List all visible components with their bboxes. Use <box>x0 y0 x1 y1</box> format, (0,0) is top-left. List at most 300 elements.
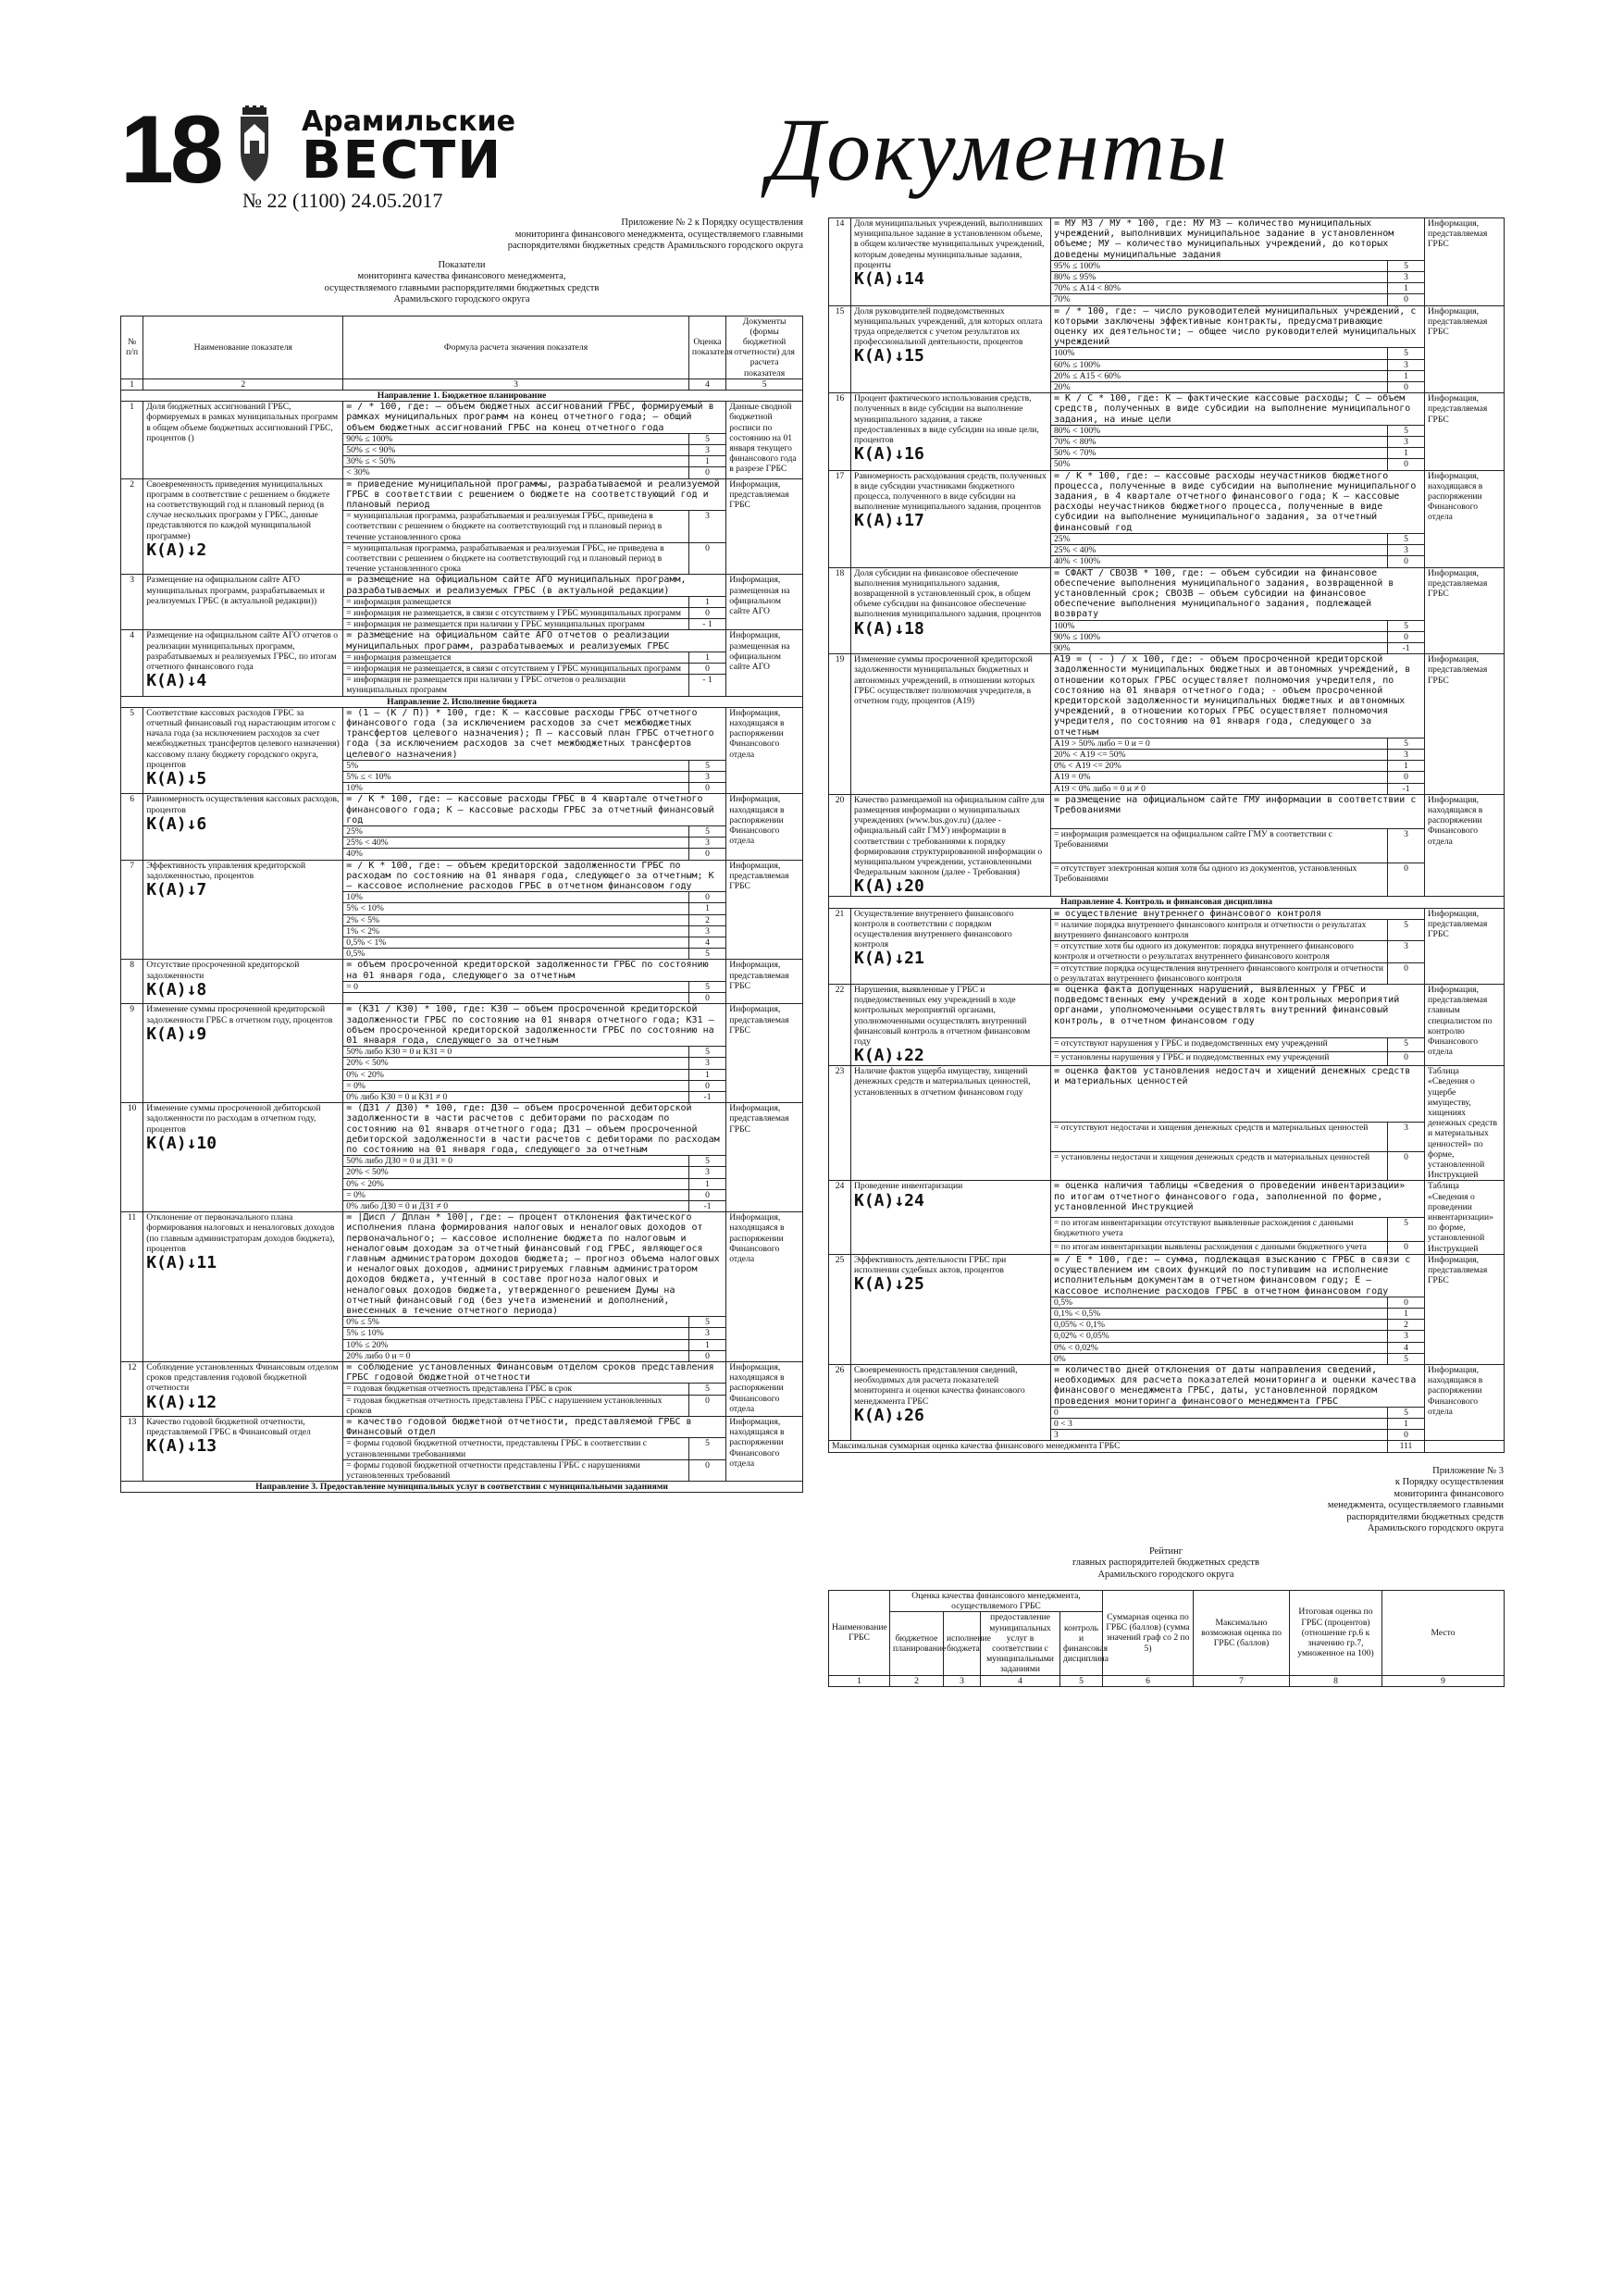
indicator-formula: = оценка факта допущенных нарушений, выявленных у ГРБС и подведомственных ему учреждений в ходе контрольных мероприятий органами, уполномоченными осуществлять внутренний финансовый контроль, в отчетном финансовом году <box>1051 985 1425 1038</box>
score-condition: 25% <box>343 826 689 838</box>
indicator-docs: Информация, находящаяся в распоряжении Финансового отдела <box>1425 794 1505 897</box>
score-condition: = информация размещается на официальном сайте ГМУ в соответствии с Требованиями <box>1051 828 1388 863</box>
score-condition: А19 = 0% <box>1051 772 1388 783</box>
score-condition: 70% < 80% <box>1051 437 1388 448</box>
indicator-name: Равномерность осуществления кассовых расходов, процентов К(А)↓6 <box>143 794 343 860</box>
table-row: 14 Доля муниципальных учреждений, выполнивших муниципальное задание в установленном объеме, в общем количестве муниципальных учреждений, которым доведены муниципальные задания, проценты К(А)↓14 = МУ МЗ / МУ * 100, где: МУ МЗ – количество муниципальных учреждений, выполнивших муниципальное задание в установленном объеме; МУ – количество муниципальных учреждений, до которых доведены муниципальные задания Информация, представляемая ГРБС <box>829 218 1505 261</box>
masthead <box>120 96 1536 217</box>
score-value: 5 <box>1388 919 1425 940</box>
score-condition: = 0% <box>343 1080 689 1091</box>
score-value: -1 <box>1388 642 1425 653</box>
indicator-symbol: К(А)↓2 <box>146 540 207 560</box>
score-condition: 80% < 100% <box>1051 425 1388 436</box>
indicator-docs: Информация, находящаяся в распоряжении Финансового отдела <box>726 1417 803 1482</box>
indicator-docs: Информация, находящаяся в распоряжении Финансового отдела <box>726 1362 803 1417</box>
indicator-formula: = / Е * 100, где: – сумма, подлежащая взысканию с ГРБС в связи с осуществлением им своих функций по поступившим на исполнение исполнительным документам в отчетном финансовом году; Е – кассовое исполнение расходов ГРБС в отчетном финансовом году <box>1051 1254 1425 1297</box>
crest-icon <box>239 105 270 185</box>
indicator-docs: Информация, находящаяся в распоряжении Финансового отдела <box>1425 470 1505 567</box>
appendix3-title: Рейтинг главных распорядителей бюджетных средств Арамильского городского округа <box>1072 1545 1259 1580</box>
indicator-symbol: К(А)↓14 <box>854 269 924 290</box>
score-value: 0 <box>688 849 725 860</box>
score-value: 0 <box>688 993 725 1004</box>
score-value: 5 <box>688 1156 725 1167</box>
score-condition: 0% < 0,02% <box>1051 1342 1388 1353</box>
score-value: 5 <box>1388 1217 1425 1241</box>
score-condition: 5% <box>343 760 689 771</box>
score-value: 0 <box>688 1350 725 1361</box>
indicator-symbol: К(А)↓20 <box>854 876 924 897</box>
appendix3-note: Приложение № 3 к Порядку осуществления мониторинга финансового менеджмента, осуществляемого главными распорядителями бюджетных средств Арамильского городского округа <box>1327 1465 1504 1534</box>
score-condition: 10% <box>343 892 689 903</box>
score-value: 0 <box>1388 382 1425 393</box>
score-condition: = информация размещается <box>343 596 689 607</box>
score-value: 0 <box>1388 772 1425 783</box>
table-row: 26 Своевременность представления сведений, необходимых для расчета показателей мониторинга и оценки качества финансового менеджмента ГРБС К(А)↓26 = количество дней отклонения от даты направления сведений, необходимых для расчета показателей мониторинга и оценки качества финансового менеджмента ГРБС, даты, установленной порядком проведения мониторинга финансового менеджмента ГРБС Информация, находящаяся в распоряжении Финансового отдела <box>829 1364 1505 1407</box>
score-condition: 0 < 3 <box>1051 1418 1388 1429</box>
indicator-docs: Информация, представляемая ГРБС <box>1425 1254 1505 1364</box>
indicator-name: Доля субсидии на финансовое обеспечение выполнения муниципального задания, возвращенной в установленный срок, в общем объеме субсидии на финансовое обеспечение выполнения муниципального задания, процентов К(А)↓18 <box>851 567 1051 654</box>
indicator-symbol: К(А)↓26 <box>854 1405 924 1425</box>
score-value: 1 <box>688 652 725 663</box>
score-value: -1 <box>688 1091 725 1102</box>
table-row: 25 Эффективность деятельности ГРБС при исполнении судебных актов, процентов К(А)↓25 = / Е * 100, где: – сумма, подлежащая взысканию с ГРБС в связи с осуществлением им своих функций по поступившим на исполнение исполнительным документам в отчетном финансовом году; Е – кассовое исполнение расходов ГРБС в отчетном финансовом году Информация, представляемая ГРБС <box>829 1254 1505 1297</box>
score-value: 3 <box>1388 828 1425 863</box>
score-condition: 25% < 40% <box>1051 545 1388 556</box>
indicator-docs: Информация, представляемая ГРБС <box>1425 305 1505 393</box>
score-value: 1 <box>1388 448 1425 459</box>
score-condition: 40% < 100% <box>1051 556 1388 567</box>
indicator-docs: Информация, находящаяся в распоряжении Финансового отдела <box>726 794 803 860</box>
score-condition: 3 <box>1051 1430 1388 1441</box>
score-value: 1 <box>1388 1308 1425 1319</box>
indicator-formula: = объем просроченной кредиторской задолженности ГРБС по состоянию на 01 января года, следующего за отчетным <box>343 960 726 981</box>
indicator-symbol: К(А)↓18 <box>854 618 924 639</box>
indicator-name: Осуществление внутреннего финансового контроля в соответствии с порядком осуществления внутреннего финансового контроля К(А)↓21 <box>851 908 1051 984</box>
score-value: 1 <box>1388 283 1425 294</box>
indicator-symbol: К(А)↓8 <box>146 979 207 999</box>
score-value: 3 <box>1388 359 1425 370</box>
score-condition: = по итогам инвентаризации выявлены расхождения с данными бюджетного учета <box>1051 1242 1388 1255</box>
score-condition: 80% ≤ 95% <box>1051 272 1388 283</box>
score-condition: 0% <box>1051 1353 1388 1364</box>
score-value: 0 <box>688 1395 725 1416</box>
score-condition: 20% < 50% <box>343 1058 689 1069</box>
score-condition: 0% < 20% <box>343 1069 689 1080</box>
score-value: 5 <box>1388 738 1425 749</box>
score-value: 5 <box>1388 348 1425 359</box>
score-value: 3 <box>1388 1331 1425 1342</box>
indicators-table-right <box>828 217 1505 1453</box>
indicator-symbol: К(А)↓25 <box>854 1274 924 1295</box>
indicator-symbol: К(А)↓17 <box>854 511 924 531</box>
score-condition: А19 < 0% либо = 0 и ≠ 0 <box>1051 783 1388 794</box>
score-condition: = информация не размещается, в связи с отсутствием у ГРБС муниципальных программ <box>343 664 689 675</box>
score-value: 5 <box>1388 1353 1425 1364</box>
indicator-symbol: К(А)↓11 <box>146 1252 217 1272</box>
score-condition: 20% < А19 <= 50% <box>1051 749 1388 760</box>
score-condition: 50% либо ДЗ0 = 0 и ДЗ1 = 0 <box>343 1156 689 1167</box>
table-header-row: № п/п Наименование показателя Формула расчета значения показателя Оценка показателя Документы (формы бюджетной отчетности) для расчета показателя <box>121 316 803 379</box>
score-condition: 50% < 70% <box>1051 448 1388 459</box>
indicator-docs: Информация, представляемая ГРБС <box>726 478 803 575</box>
indicator-formula: = оценка фактов установления недостач и хищений денежных средств и материальных ценностей <box>1051 1066 1425 1123</box>
indicator-formula: = / К * 100, где: – кассовые расходы неучастников бюджетного процесса, полученные в виде субсидии на выполнение муниципального задания, в 4 квартале отчетного финансового года; К – кассовые расходы неучастников бюджетного процесса, полученные в виде субсидии на выполнение муниципального задания, за отчетный финансовый год <box>1051 470 1425 533</box>
indicator-formula: А19 = ( - ) / х 100, где: - объем просроченной кредиторской задолженности муниципальных бюджетных и автономных учреждений, в отношении которых ГРБС осуществляет полномочия учредителя, по состоянию на 01 января отчетного года; - объем просроченной кредиторской задолженности муниципальных бюджетных и автономных учреждений, в отношении которых ГРБС осуществляет полномочия учредителя, по состоянию на 01 января года, следующего за отчетным <box>1051 654 1425 738</box>
score-condition: = информация не размещается, в связи с отсутствием у ГРБС муниципальных программ <box>343 607 689 618</box>
indicator-symbol: К(А)↓4 <box>146 671 207 691</box>
score-condition: 5% < 10% <box>343 903 689 914</box>
score-condition: 1% < 2% <box>343 925 689 937</box>
score-value: 3 <box>688 1167 725 1178</box>
indicator-formula: = приведение муниципальной программы, разрабатываемой и реализуемой ГРБС в соответствии с решением о бюджете на соответствующий год и плановый период <box>343 478 726 511</box>
score-condition: 60% ≤ 100% <box>1051 359 1388 370</box>
indicator-symbol: К(А)↓10 <box>146 1133 217 1153</box>
score-condition: = установлены нарушения у ГРБС и подведомственных ему учреждений <box>1051 1051 1388 1065</box>
indicator-formula: = размещение на официальном сайте ГМУ информации в соответствии с Требованиями <box>1051 794 1425 828</box>
score-value: - 1 <box>688 619 725 630</box>
indicator-name: Своевременность приведения муниципальных программ в соответствие с решением о бюджете на соответствующий год и плановый период (в случае нескольких программ у ГРБС, данные представляются по каждой муниципальной программе) К(А)↓2 <box>143 478 343 575</box>
score-condition: 100% <box>1051 348 1388 359</box>
indicator-name: Размещение на официальном сайте АГО муниципальных программ, разрабатываемых и реализуемых ГРБС (в актуальной редакции)) <box>143 575 343 630</box>
table-row: 3 Размещение на официальном сайте АГО муниципальных программ, разрабатываемых и реализуемых ГРБС (в актуальной редакции)) = размещение на официальном сайте АГО муниципальных программ, разрабатываемых и реализуемых ГРБС (в актуальной редакции) Информация, размещенная на официальном сайте АГО <box>121 575 803 596</box>
indicator-formula: = количество дней отклонения от даты направления сведений, необходимых для расчета показателей мониторинга и оценки качества финансового менеджмента ГРБС, даты, установленной порядком проведения мониторинга финансового менеджмента ГРБС <box>1051 1364 1425 1407</box>
table-row: 20 Качество размещаемой на официальном сайте для размещения информации о муниципальных учреждениях (www.bus.gov.ru) (далее - официальный сайт ГМУ) информации в соответствии с требованиями к порядку формирования структурированной информации о муниципальном учреждении, установленными Федеральным законом (далее - Требования) К(А)↓20 = размещение на официальном сайте ГМУ информации в соответствии с Требованиями Информация, находящаяся в распоряжении Финансового отдела <box>829 794 1505 828</box>
indicator-formula: = МУ МЗ / МУ * 100, где: МУ МЗ – количество муниципальных учреждений, выполнивших муниципальное задание в установленном объеме; МУ – количество муниципальных учреждений, до которых доведены муниципальные задания <box>1051 218 1425 261</box>
score-value: 3 <box>1388 437 1425 448</box>
indicator-docs: Информация, представляемая ГРБС <box>1425 908 1505 984</box>
score-condition: 30% ≤ < 50% <box>343 456 689 467</box>
indicator-docs: Информация, находящаяся в распоряжении Финансового отдела <box>1425 1364 1505 1440</box>
score-condition: 10% <box>343 783 689 794</box>
table-row: 9 Изменение суммы просроченной кредиторской задолженности ГРБС в отчетном году, процентов К(А)↓9 = (КЗ1 / КЗ0) * 100, где: КЗ0 – объем просроченной кредиторской задолженности ГРБС по состоянию на 01 января отчетного года; КЗ1 – объем просроченной кредиторской задолженности ГРБС по состоянию на 01 января года, следующего за отчетным Информация, представляемая ГРБС <box>121 1004 803 1047</box>
table-row: 4 Размещение на официальном сайте АГО отчетов о реализации муниципальных программ, разрабатываемых и реализуемых ГРБС, по итогам отчетного финансового года К(А)↓4 = размещение на официальном сайте АГО отчетов о реализации муниципальных программ, разрабатываемых и реализуемых ГРБС Информация, размещенная на официальном сайте АГО <box>121 630 803 652</box>
score-value: 5 <box>1388 533 1425 544</box>
score-condition: 0% < 20% <box>343 1178 689 1189</box>
indicator-symbol: К(А)↓22 <box>854 1046 924 1066</box>
table-row: 15 Доля руководителей подведомственных муниципальных учреждений, для которых оплата труда определяется с учетом результатов их профессиональной деятельности, процентов К(А)↓15 = / * 100, где: – число руководителей муниципальных учреждений, с которыми заключены эффективные контракты, предусматривающие оценку их деятельности; – общее число руководителей муниципальных учреждений Информация, представляемая ГРБС <box>829 305 1505 348</box>
table-row: 1 Доля бюджетных ассигнований ГРБС, формируемых в рамках муниципальных программ в общем объеме бюджетных ассигнований ГРБС, процентов () = / * 100, где: – объем бюджетных ассигнований ГРБС, формируемый в рамках муниципальных программ на конец отчетного года; – общий объем бюджетных ассигнований ГРБС на конец отчетного года Данные сводной бюджетной росписи по состоянию на 01 января текущего финансового года в разрезе ГРБС <box>121 402 803 434</box>
indicator-name: Изменение суммы просроченной дебиторской задолженности по расходам в отчетном году, процентов К(А)↓10 <box>143 1103 343 1212</box>
score-value: 0 <box>1388 459 1425 470</box>
score-value: 1 <box>1388 370 1425 381</box>
indicator-name: Наличие фактов ущерба имуществу, хищений денежных средств и материальных ценностей, установленных в отчетном финансовом году <box>851 1066 1051 1181</box>
score-value: 1 <box>1388 1418 1425 1429</box>
indicator-formula: = К / С * 100, где: К – фактические кассовые расходы; С – объем средств, полученных в виде субсидии на выполнение муниципального задания, на иные цели <box>1051 393 1425 426</box>
score-condition: < 30% <box>343 467 689 478</box>
score-condition: = 0% <box>343 1189 689 1200</box>
score-value: 3 <box>688 444 725 455</box>
table-row: 19 Изменение суммы просроченной кредиторской задолженности муниципальных бюджетных и автономных учреждений, в отношении которых ГРБС осуществляет полномочия учредителя, в отчетном году, процентов (А19) А19 = ( - ) / х 100, где: - объем просроченной кредиторской задолженности муниципальных бюджетных и автономных учреждений, в отношении которых ГРБС осуществляет полномочия учредителя, по состоянию на 01 января отчетного года; - объем просроченной кредиторской задолженности муниципальных бюджетных и автономных учреждений, в отношении которых ГРБС осуществляет полномочия учредителя, по состоянию на 01 января года, следующего за отчетным Информация, представляемая ГРБС <box>829 654 1505 738</box>
score-condition: = муниципальная программа, разрабатываемая и реализуемая ГРБС, приведена в соответствии с решением о бюджете на соответствующий год и плановый период в течение установленного срока <box>343 511 689 543</box>
indicator-formula: = (КЗ1 / КЗ0) * 100, где: КЗ0 – объем просроченной кредиторской задолженности ГРБС по состоянию на 01 января отчетного года; КЗ1 – объем просроченной кредиторской задолженности ГРБС по состоянию на 01 января года, следующего за отчетным <box>343 1004 726 1047</box>
indicator-formula: = / * 100, где: – число руководителей муниципальных учреждений, с которыми заключены эффективные контракты, предусматривающие оценку их деятельности; – общее число руководителей муниципальных учреждений <box>1051 305 1425 348</box>
score-condition: 50% <box>1051 459 1388 470</box>
indicator-docs: Таблица «Сведения о ущербе имуществу, хищениях денежных средств и материальных ценностей» по форме, установленной Инструкцией <box>1425 1066 1505 1181</box>
indicator-formula: = осуществление внутреннего финансового контроля <box>1051 908 1425 919</box>
score-condition: 0,5% < 1% <box>343 937 689 949</box>
indicator-name: Соблюдение установленных Финансовым отделом сроков представления годовой бюджетной отчетности К(А)↓12 <box>143 1362 343 1417</box>
right-column <box>828 217 1504 1687</box>
indicator-name: Качество годовой бюджетной отчетности, представляемой ГРБС в Финансовый отдел К(А)↓13 <box>143 1417 343 1482</box>
score-condition: 20% <box>1051 382 1388 393</box>
indicator-name: Доля бюджетных ассигнований ГРБС, формируемых в рамках муниципальных программ в общем объеме бюджетных ассигнований ГРБС, процентов () <box>143 402 343 478</box>
score-condition: = отсутствуют нарушения у ГРБС и подведомственных ему учреждений <box>1051 1037 1388 1051</box>
score-condition: 20% ≤ А15 < 60% <box>1051 370 1388 381</box>
score-condition: 90% ≤ 100% <box>343 433 689 444</box>
table-row: 11 Отклонение от первоначального плана формирования налоговых и неналоговых доходов (по главным администраторам доходов бюджета), процентов К(А)↓11 = |Дисп / Дплан * 100|, где: – процент отклонения фактического исполнения плана формирования налоговых и неналоговых доходов от первоначального; – кассовое исполнение бюджета по налоговым и неналоговым доходам за отчетный финансовый год ГРБС, являющегося главным администратором доходов бюджета; – прогноз объема налоговых и неналоговых доходов, администрируемых главным администратором доходов бюджета, учтенный в составе прогноза налоговых и неналоговых доходов бюджета, утвержденного решением Думы на отчетный финансовый год (без учета изменений и дополнений, внесенных в течение отчетного периода) Информация, находящаяся в распоряжении Финансового отдела <box>121 1212 803 1317</box>
score-value: 3 <box>688 1328 725 1339</box>
score-condition: 0% либо ДЗ0 = 0 и ДЗ1 ≠ 0 <box>343 1200 689 1211</box>
score-value: 5 <box>1388 425 1425 436</box>
score-condition: = информация не размещается при наличии у ГРБС муниципальных программ <box>343 619 689 630</box>
rating-h-place: Место <box>1382 1591 1505 1676</box>
table-row: 5 Соответствие кассовых расходов ГРБС за отчетный финансовый год нарастающим итогом с начала года (за исключением расходов за счет межбюджетных трансфертов целевого назначения) кассовому плану бюджету городского округа, процентов К(А)↓5 = (1 – (К / П)) * 100, где: К – кассовые расходы ГРБС отчетного финансового года (за исключением расходов за счет межбюджетных трансфертов целевого назначения); П – кассовый план ГРБС отчетного года (за исключением расходов за счет межбюджетных трансфертов целевого назначения) Информация, находящаяся в распоряжении Финансового отдела <box>121 707 803 760</box>
score-condition: 2% < 5% <box>343 914 689 925</box>
score-condition: 25% < 40% <box>343 838 689 849</box>
indicator-docs: Информация, представляемая ГРБС <box>1425 393 1505 470</box>
appendix2-title: Показатели мониторинга качества финансового менеджмента, осуществляемого главными распорядителями бюджетных средств Арамильского городского округа <box>324 259 600 304</box>
indicator-name: Отклонение от первоначального плана формирования налоговых и неналоговых доходов (по главным администраторам доходов бюджета), процентов К(А)↓11 <box>143 1212 343 1362</box>
table-row: 12 Соблюдение установленных Финансовым отделом сроков представления годовой бюджетной отчетности К(А)↓12 = соблюдение установленных Финансовым отделом сроков представления ГРБС годовой бюджетной отчетности Информация, находящаяся в распоряжении Финансового отдела <box>121 1362 803 1384</box>
score-value: 1 <box>688 1069 725 1080</box>
score-value: 1 <box>688 456 725 467</box>
score-value: 2 <box>688 914 725 925</box>
score-value: 0 <box>688 1189 725 1200</box>
score-value: 3 <box>688 772 725 783</box>
indicator-docs: Информация, размещенная на официальном сайте АГО <box>726 575 803 630</box>
score-condition: = годовая бюджетная отчетность представлена ГРБС в срок <box>343 1384 689 1395</box>
indicator-name: Равномерность расходования средств, полученных в виде субсидии участниками бюджетного процесса, полученного в виде субсидии на выполнение муниципального задания, процентов К(А)↓17 <box>851 470 1051 567</box>
score-value: 5 <box>1388 620 1425 631</box>
indicator-symbol: К(А)↓21 <box>854 949 924 969</box>
indicator-name: Качество размещаемой на официальном сайте для размещения информации о муниципальных учреждениях (www.bus.gov.ru) (далее - официальный сайт ГМУ) информации в соответствии с требованиями к порядку формирования структурированной информации о муниципальном учреждении, установленными Федеральным законом (далее - Требования) К(А)↓20 <box>851 794 1051 897</box>
indicator-symbol: К(А)↓5 <box>146 769 207 789</box>
table-row: 10 Изменение суммы просроченной дебиторской задолженности по расходам в отчетном году, процентов К(А)↓10 = (ДЗ1 / ДЗ0) * 100, где: ДЗ0 – объем просроченной дебиторской задолженности в части расчетов с дебиторами по расходам по состоянию на 01 января отчетного года; ДЗ1 – объем просроченной дебиторской задолженности в части расчетов с дебиторами по расходам по состоянию на 01 января года, следующего за отчетным Информация, представляемая ГРБС <box>121 1103 803 1156</box>
score-value: 0 <box>1388 556 1425 567</box>
rating-h-group: Оценка качества финансового менеджмента, осуществляемого ГРБС <box>890 1591 1103 1612</box>
score-value: 0 <box>688 1459 725 1481</box>
score-condition: 20% < 50% <box>343 1167 689 1178</box>
indicator-formula: = / * 100, где: – объем бюджетных ассигнований ГРБС, формируемый в рамках муниципальных программ на конец отчетного года; – общий объем бюджетных ассигнований ГРБС на конец отчетного года <box>343 402 726 434</box>
rating-h-total: Итоговая оценка по ГРБС (процентов) (отношение гр.6 к значению гр.7, умноженное на 100) <box>1290 1591 1382 1676</box>
score-condition: = отсутствие порядка осуществления внутреннего финансового контроля и отчетности о результатах внутреннего финансового контроля <box>1051 962 1388 984</box>
table-row: 21 Осуществление внутреннего финансового контроля в соответствии с порядком осуществления внутреннего финансового контроля К(А)↓21 = осуществление внутреннего финансового контроля Информация, представляемая ГРБС <box>829 908 1505 919</box>
indicator-docs: Информация, представляемая ГРБС <box>1425 567 1505 654</box>
score-value: 0 <box>1388 1151 1425 1181</box>
rating-table: Наименование ГРБС Оценка качества финансового менеджмента, осуществляемого ГРБС Суммарная оценка по ГРБС (баллов) (сумма значений граф со 2 по 5) Максимально возможная оценка по ГРБС (баллов) Итоговая оценка по ГРБС (процентов) (отношение гр.6 к значению гр.7, умноженное на 100) Место бюджетное планирование исполнение бюджета предоставление муниципальных услуг в соответствии с муниципальными заданиями контроль и финансовая дисциплина 1 2 3 4 5 6 7 8 9 <box>828 1590 1505 1687</box>
score-value: 5 <box>688 981 725 992</box>
score-condition: 0,1% < 0,5% <box>1051 1308 1388 1319</box>
score-value: 5 <box>1388 1407 1425 1418</box>
indicators-table-left <box>120 316 803 1494</box>
score-value: 5 <box>1388 1037 1425 1051</box>
score-condition: 40% <box>343 849 689 860</box>
indicator-symbol: К(А)↓24 <box>854 1190 924 1210</box>
score-condition: 10% ≤ 20% <box>343 1339 689 1350</box>
score-condition: 0,5% <box>1051 1297 1388 1308</box>
indicator-formula: = |Дисп / Дплан * 100|, где: – процент отклонения фактического исполнения плана формирования налоговых и неналоговых доходов от первоначального; – кассовое исполнение бюджета по налоговым и неналоговым доходам за отчетный финансовый год ГРБС, являющегося главным администратором доходов бюджета; – прогноз объема налоговых и неналоговых доходов, администрируемых главным администратором доходов бюджета, учтенный в составе прогноза налоговых и неналоговых доходов бюджета, утвержденного решением Думы на отчетный финансовый год (без учета изменений и дополнений, внесенных в течение отчетного периода) <box>343 1212 726 1317</box>
score-value: 0 <box>688 607 725 618</box>
rating-h-sum: Суммарная оценка по ГРБС (баллов) (сумма значений граф со 2 по 5) <box>1103 1591 1194 1676</box>
indicator-docs: Таблица «Сведения о проведении инвентаризации» по форме, установленной Инструкцией <box>1425 1181 1505 1254</box>
score-condition: А19 > 50% либо = 0 и = 0 <box>1051 738 1388 749</box>
score-condition: 0,5% <box>343 949 689 960</box>
indicator-docs: Информация, представляемая ГРБС <box>1425 654 1505 795</box>
score-value: 1 <box>688 1339 725 1350</box>
score-value: -1 <box>1388 783 1425 794</box>
score-value: 4 <box>1388 1342 1425 1353</box>
indicator-name: Нарушения, выявленные у ГРБС и подведомственных ему учреждений в ходе контрольных мероприятий органами, уполномоченными осуществлять внутренний финансовый контроль в отчетном финансовом году К(А)↓22 <box>851 985 1051 1066</box>
table-row: 24 Проведение инвентаризации К(А)↓24 = оценка наличия таблицы «Сведения о проведении инвентаризации» по итогам отчетного финансового года, заполненной по форме, установленной Инструкцией Таблица «Сведения о проведении инвентаризации» по форме, установленной Инструкцией <box>829 1181 1505 1217</box>
score-condition: 0,05% < 0,1% <box>1051 1320 1388 1331</box>
score-condition: = по итогам инвентаризации отсутствуют выявленные расхождения с данными бюджетного учета <box>1051 1217 1388 1241</box>
table-body-right <box>829 218 1505 1453</box>
table-row: 13 Качество годовой бюджетной отчетности, представляемой ГРБС в Финансовый отдел К(А)↓13 = качество годовой бюджетной отчетности, представляемой ГРБС в Финансовый отдел Информация, находящаяся в распоряжении Финансового отдела <box>121 1417 803 1438</box>
table-row: 16 Процент фактического использования средств, полученных в виде субсидии на выполнение муниципального задания, а также предоставленных в виде субсидии на иные цели, процентов К(А)↓16 = К / С * 100, где: К – фактические кассовые расходы; С – объем средств, полученных в виде субсидии на выполнение муниципального задания, на иные цели Информация, представляемая ГРБС <box>829 393 1505 426</box>
score-condition: 5% ≤ < 10% <box>343 772 689 783</box>
score-value: 3 <box>1388 272 1425 283</box>
score-value: 3 <box>688 1058 725 1069</box>
score-value: 0 <box>1388 1242 1425 1255</box>
table-row: 23 Наличие фактов ущерба имуществу, хищений денежных средств и материальных ценностей, установленных в отчетном финансовом году = оценка фактов установления недостач и хищений денежных средств и материальных ценностей Таблица «Сведения о ущербе имуществу, хищениях денежных средств и материальных ценностей» по форме, установленной Инструкцией <box>829 1066 1505 1123</box>
table-row: 8 Отсутствие просроченной кредиторской задолженности К(А)↓8 = объем просроченной кредиторской задолженности ГРБС по состоянию на 01 января года, следующего за отчетным Информация, представляемая ГРБС <box>121 960 803 981</box>
score-condition: 0% либо КЗ0 = 0 и КЗ1 ≠ 0 <box>343 1091 689 1102</box>
score-value: 5 <box>1388 260 1425 271</box>
table-number-row: 1 2 3 4 5 <box>121 379 803 390</box>
score-value: 0 <box>688 1080 725 1091</box>
score-condition <box>343 993 689 1004</box>
score-value: - 1 <box>688 675 725 696</box>
score-condition: = формы годовой бюджетной отчетности представлены ГРБС с нарушениями установленных требований <box>343 1459 689 1481</box>
section-title: Документы <box>768 100 1230 199</box>
score-value: 3 <box>1388 545 1425 556</box>
score-value: 5 <box>688 1047 725 1058</box>
score-value: 5 <box>688 1317 725 1328</box>
score-value: 0 <box>1388 962 1425 984</box>
brand-main: ВЕСТИ <box>302 130 503 191</box>
score-condition: 5% ≤ 10% <box>343 1328 689 1339</box>
indicator-formula: = размещение на официальном сайте АГО отчетов о реализации муниципальных программ, разрабатываемых и реализуемых ГРБС <box>343 630 726 652</box>
score-condition: 25% <box>1051 533 1388 544</box>
score-condition: 20% либо 0 и = 0 <box>343 1350 689 1361</box>
table-row: 2 Своевременность приведения муниципальных программ в соответствие с решением о бюджете на соответствующий год и плановый период (в случае нескольких программ у ГРБС, данные представляются по каждой муниципальной программе) К(А)↓2 = приведение муниципальной программы, разрабатываемой и реализуемой ГРБС в соответствии с решением о бюджете на соответствующий год и плановый период Информация, представляемая ГРБС <box>121 478 803 511</box>
score-condition: = информация не размещается при наличии у ГРБС отчетов о реализации муниципальных программ <box>343 675 689 696</box>
score-condition: = установлены недостачи и хищения денежных средств и материальных ценностей <box>1051 1151 1388 1181</box>
indicator-formula: = качество годовой бюджетной отчетности, представляемой ГРБС в Финансовый отдел <box>343 1417 726 1438</box>
rating-h-name: Наименование ГРБС <box>829 1591 890 1676</box>
brand-top: Арамильские <box>302 105 515 138</box>
indicator-name: Изменение суммы просроченной кредиторской задолженности муниципальных бюджетных и автономных учреждений, в отношении которых ГРБС осуществляет полномочия учредителя, в отчетном году, процентов (А19) <box>851 654 1051 795</box>
score-condition: 50% ≤ < 90% <box>343 444 689 455</box>
score-condition: 100% <box>1051 620 1388 631</box>
indicator-formula: = (1 – (К / П)) * 100, где: К – кассовые расходы ГРБС отчетного финансового года (за исключением расходов за счет межбюджетных трансфертов целевого назначения); П – кассовый план ГРБС отчетного года (за исключением расходов за счет межбюджетных трансфертов целевого назначения) <box>343 707 726 760</box>
score-value: 1 <box>688 903 725 914</box>
score-value: 0 <box>688 783 725 794</box>
indicator-name: Соответствие кассовых расходов ГРБС за отчетный финансовый год нарастающим итогом с начала года (за исключением расходов за счет межбюджетных трансфертов целевого назначения) кассовому плану бюджету городского округа, процентов К(А)↓5 <box>143 707 343 794</box>
indicator-name: Доля руководителей подведомственных муниципальных учреждений, для которых оплата труда определяется с учетом результатов их профессиональной деятельности, процентов К(А)↓15 <box>851 305 1051 393</box>
left-column <box>120 217 803 1493</box>
score-condition: 0,02% < 0,05% <box>1051 1331 1388 1342</box>
indicator-docs: Информация, представляемая ГРБС <box>726 860 803 960</box>
score-value: 5 <box>688 1384 725 1395</box>
score-condition: 70% ≤ А14 < 80% <box>1051 283 1388 294</box>
indicator-docs: Информация, размещенная на официальном сайте АГО <box>726 630 803 696</box>
section-execution: Направление 2. Исполнение бюджета <box>121 696 803 707</box>
score-value: 0 <box>1388 1430 1425 1441</box>
indicator-docs: Информация, представляемая ГРБС <box>726 960 803 1004</box>
score-value: 0 <box>1388 1051 1425 1065</box>
indicator-symbol: К(А)↓9 <box>146 1024 207 1044</box>
section-planning: Направление 1. Бюджетное планирование <box>121 390 803 401</box>
score-value: 0 <box>1388 631 1425 642</box>
indicator-docs: Информация, представляемая ГРБС <box>1425 218 1505 306</box>
score-condition: 0% ≤ 5% <box>343 1317 689 1328</box>
score-condition: 70% <box>1051 294 1388 305</box>
issue-info: № 22 (1100) 24.05.2017 <box>242 189 443 212</box>
rating-number-row: 1 2 3 4 5 6 7 8 9 <box>829 1675 1505 1686</box>
indicator-symbol: К(А)↓16 <box>854 444 924 465</box>
score-condition: 90% <box>1051 642 1388 653</box>
score-value: 0 <box>688 664 725 675</box>
indicator-symbol: К(А)↓7 <box>146 880 207 900</box>
section-services: Направление 3. Предоставление муниципальных услуг в соответствии с муниципальными заданиями <box>121 1482 803 1493</box>
indicator-docs: Информация, находящаяся в распоряжении Финансового отдела <box>726 707 803 794</box>
score-value: 0 <box>688 542 725 575</box>
page-number: 18 <box>120 96 220 204</box>
score-condition: 95% ≤ 100% <box>1051 260 1388 271</box>
score-condition: 0 <box>1051 1407 1388 1418</box>
indicator-symbol: К(А)↓13 <box>146 1436 217 1457</box>
score-value: 4 <box>688 937 725 949</box>
indicator-formula: = / К * 100, где: – кассовые расходы ГРБС в 4 квартале отчетного финансового года; К – кассовые расходы ГРБС за отчетный финансовый год <box>343 794 726 826</box>
score-value: 3 <box>1388 941 1425 962</box>
score-value: 1 <box>688 596 725 607</box>
indicator-symbol: К(А)↓15 <box>854 346 924 366</box>
table-row: 6 Равномерность осуществления кассовых расходов, процентов К(А)↓6 = / К * 100, где: – кассовые расходы ГРБС в 4 квартале отчетного финансового года; К – кассовые расходы ГРБС за отчетный финансовый год Информация, находящаяся в распоряжении Финансового отдела <box>121 794 803 826</box>
score-value: -1 <box>688 1200 725 1211</box>
indicator-formula: = оценка наличия таблицы «Сведения о проведении инвентаризации» по итогам отчетного финансового года, заполненной по форме, установленной Инструкцией <box>1051 1181 1425 1217</box>
score-value: 0 <box>1388 1297 1425 1308</box>
indicator-name: Отсутствие просроченной кредиторской задолженности К(А)↓8 <box>143 960 343 1004</box>
table-row: 18 Доля субсидии на финансовое обеспечение выполнения муниципального задания, возвращенной в установленный срок, в общем объеме субсидии на финансовое обеспечение выполнения муниципального задания, процентов К(А)↓18 = СФАКТ / СВОЗВ * 100, где: – объем субсидии на финансовое обеспечение выполнения муниципального задания, возвращенной в установленный срок; СВОЗВ – объем субсидии на финансовое обеспечение выполнения муниципального задания, подлежащей возврату Информация, представляемая ГРБС <box>829 567 1505 620</box>
section-control: Направление 4. Контроль и финансовая дисциплина <box>829 897 1505 908</box>
score-value: 3 <box>688 511 725 543</box>
score-value: 0 <box>688 892 725 903</box>
score-value: 3 <box>1388 1123 1425 1152</box>
indicator-formula: = СФАКТ / СВОЗВ * 100, где: – объем субсидии на финансовое обеспечение выполнения муниципального задания, возвращенной в установленный срок; СВОЗВ – объем субсидии на финансовое обеспечение выполнения муниципального задания, подлежащей возврату <box>1051 567 1425 620</box>
score-condition: = отсутствие хотя бы одного из документов: порядка внутреннего финансового контроля и отчетности о результатах внутреннего финансового контроля <box>1051 941 1388 962</box>
score-value: 5 <box>688 433 725 444</box>
score-value: 5 <box>688 949 725 960</box>
score-condition: = формы годовой бюджетной отчетности, представлены ГРБС в соответствии с установленными требованиями <box>343 1438 689 1459</box>
indicator-formula: = (ДЗ1 / ДЗ0) * 100, где: ДЗ0 – объем просроченной дебиторской задолженности в части расчетов с дебиторами по расходам по состоянию на 01 января отчетного года; ДЗ1 – объем просроченной дебиторской задолженности в части расчетов с дебиторами по расходам по состоянию на 01 января года, следующего за отчетным <box>343 1103 726 1156</box>
score-value: 3 <box>688 838 725 849</box>
indicator-symbol: К(А)↓6 <box>146 813 207 834</box>
indicator-formula: = размещение на официальном сайте АГО муниципальных программ, разрабатываемых и реализуемых ГРБС (в актуальной редакции) <box>343 575 726 596</box>
indicator-docs: Информация, представляемая главным специалистом по контролю Финансового отдела <box>1425 985 1505 1066</box>
score-value: 0 <box>688 467 725 478</box>
table-row: 17 Равномерность расходования средств, полученных в виде субсидии участниками бюджетного процесса, полученного в виде субсидии на выполнение муниципального задания, процентов К(А)↓17 = / К * 100, где: – кассовые расходы неучастников бюджетного процесса, полученные в виде субсидии на выполнение муниципального задания, в 4 квартале отчетного финансового года; К – кассовые расходы неучастников бюджетного процесса, полученные в виде субсидии на выполнение муниципального задания, за отчетный финансовый год Информация, находящаяся в распоряжении Финансового отдела <box>829 470 1505 533</box>
table-row: 7 Эффективность управления кредиторской задолженностью, процентов К(А)↓7 = / К * 100, где: – объем кредиторской задолженности ГРБС по расходам по состоянию на 01 января года, следующего за отчетным; К – кассовое исполнение расходов ГРБС в отчетном финансовом году Информация, представляемая ГРБС <box>121 860 803 892</box>
indicator-name: Эффективность деятельности ГРБС при исполнении судебных актов, процентов К(А)↓25 <box>851 1254 1051 1364</box>
score-condition: = отсутствуют недостачи и хищения денежных средств и материальных ценностей <box>1051 1123 1388 1152</box>
indicator-name: Доля муниципальных учреждений, выполнивших муниципальное задание в установленном объеме, в общем количестве муниципальных учреждений, которым доведены муниципальные задания, проценты К(А)↓14 <box>851 218 1051 306</box>
table-row: 22 Нарушения, выявленные у ГРБС и подведомственных ему учреждений в ходе контрольных мероприятий органами, уполномоченными осуществлять внутренний финансовый контроль в отчетном финансовом году К(А)↓22 = оценка факта допущенных нарушений, выявленных у ГРБС и подведомственных ему учреждений в ходе контрольных мероприятий органами, уполномоченными осуществлять внутренний финансовый контроль, в отчетном финансовом году Информация, представляемая главным специалистом по контролю Финансового отдела <box>829 985 1505 1038</box>
score-condition: 0% < А19 <= 20% <box>1051 761 1388 772</box>
score-value: 2 <box>1388 1320 1425 1331</box>
indicator-formula: = / К * 100, где: – объем кредиторской задолженности ГРБС по расходам по состоянию на 01 января года, следующего за отчетным; К – кассовое исполнение расходов ГРБС в отчетном финансовом году <box>343 860 726 892</box>
rating-h-max: Максимально возможная оценка по ГРБС (баллов) <box>1194 1591 1290 1676</box>
